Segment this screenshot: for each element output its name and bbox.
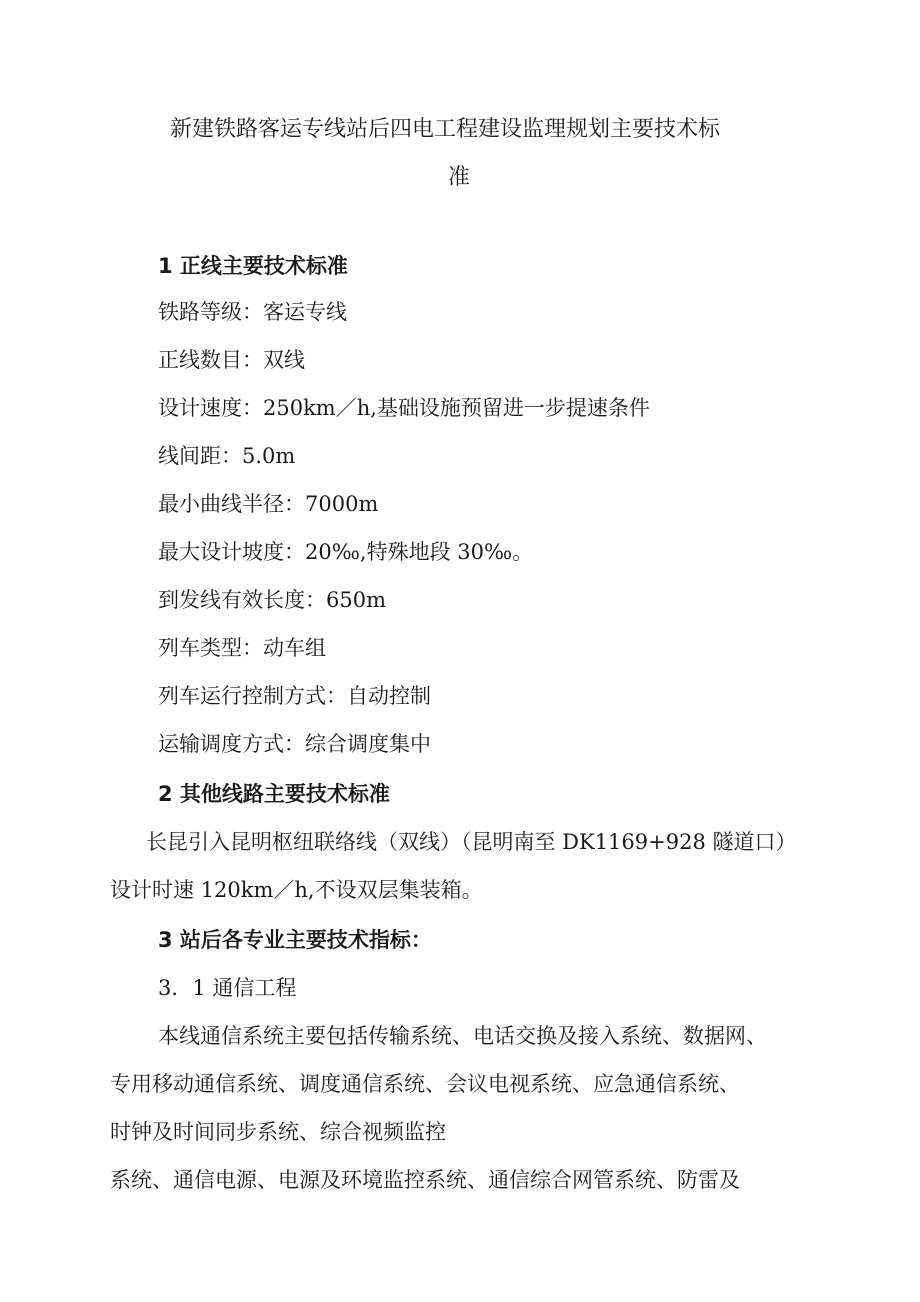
spec-train-control: 列车运行控制方式：自动控制 xyxy=(158,684,431,708)
spec-track-spacing: 线间距：5.0m xyxy=(158,444,296,468)
section3-paragraph-line4: 系统、通信电源、电源及环境监控系统、通信综合网管系统、防雷及 xyxy=(110,1168,740,1192)
section3-heading: 3 站后各专业主要技术指标： xyxy=(158,928,432,952)
section3-paragraph-line2: 专用移动通信系统、调度通信系统、会议电视系统、应急通信系统、 xyxy=(110,1072,740,1096)
spec-min-curve-radius: 最小曲线半径：7000m xyxy=(158,492,379,516)
section2-paragraph-line1: 长昆引入昆明枢纽联络线（双线）（昆明南至 DK1169+928 隧道口） xyxy=(146,830,797,854)
section1-heading: 1 正线主要技术标准 xyxy=(158,254,348,278)
section3-paragraph-line1: 本线通信系统主要包括传输系统、电话交换及接入系统、数据网、 xyxy=(158,1024,767,1048)
spec-design-speed: 设计速度：250km／h,基础设施预留进一步提速条件 xyxy=(158,396,650,420)
spec-siding-length: 到发线有效长度：650m xyxy=(158,588,386,612)
section3-subheading-telecom: 3．1 通信工程 xyxy=(158,976,297,1000)
spec-max-gradient: 最大设计坡度：20‰,特殊地段 30‰。 xyxy=(158,540,534,564)
spec-railway-grade: 铁路等级：客运专线 xyxy=(158,300,347,324)
spec-train-type: 列车类型：动车组 xyxy=(158,636,326,660)
section3-paragraph-line3: 时钟及时间同步系统、综合视频监控 xyxy=(110,1120,446,1144)
section2-heading: 2 其他线路主要技术标准 xyxy=(158,782,390,806)
spec-main-line-count: 正线数目：双线 xyxy=(158,348,305,372)
document-title-line1: 新建铁路客运专线站后四电工程建设监理规划主要技术标 xyxy=(170,117,721,142)
section2-paragraph-line2: 设计时速 120km／h,不设双层集装箱。 xyxy=(110,878,483,902)
spec-dispatch-mode: 运输调度方式：综合调度集中 xyxy=(158,732,431,756)
document-title-line2: 准 xyxy=(448,165,471,190)
